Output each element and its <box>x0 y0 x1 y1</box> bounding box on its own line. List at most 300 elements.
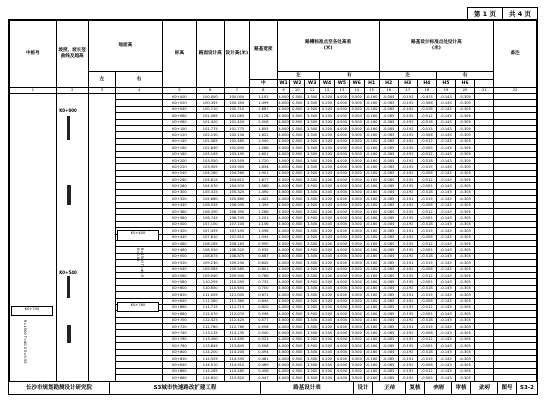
table-cell: -0.160 <box>365 139 378 144</box>
table-cell: 4.000 <box>334 183 349 189</box>
table-cell: 3.500 <box>305 138 320 144</box>
table-cell: 107.100 <box>196 221 224 227</box>
header-w-2: W2 <box>290 80 305 88</box>
table-cell: -0.145 <box>436 368 455 374</box>
header-width: 路基宽度 <box>250 21 278 80</box>
table-cell: -0.305 <box>456 298 475 304</box>
table-cell: K0+220 <box>162 164 196 170</box>
table-cell: 4.000 <box>334 311 349 317</box>
table-cell: 0.200 <box>320 183 335 189</box>
column-number: 21 <box>475 88 494 94</box>
table-cell: 0.558 <box>250 324 278 330</box>
table-cell: -0.192 <box>398 132 417 138</box>
table-cell: -0.160 <box>365 350 378 355</box>
table-cell: -0.305 <box>456 202 475 208</box>
table-cell: 1.192 <box>250 94 278 100</box>
title-block <box>8 382 538 395</box>
column-number: 1 <box>10 88 57 94</box>
table-cell: -0.085 <box>379 183 398 189</box>
table-cell: K0+380 <box>162 215 196 221</box>
audit-signature: 张明 <box>470 382 497 394</box>
table-cell: -0.192 <box>398 272 417 278</box>
table-cell: 0.732 <box>250 279 278 285</box>
table-cell: -0.160 <box>365 260 378 265</box>
table-cell: K0+300 <box>162 189 196 195</box>
table-cell: 4.000 <box>334 189 349 195</box>
figure-number: S3-2 <box>516 382 537 394</box>
table-cell: 0.481 <box>250 356 278 362</box>
table-cell: 106.390 <box>196 209 224 215</box>
table-cell: -0.192 <box>398 196 417 202</box>
table-cell: 105.680 <box>224 196 249 202</box>
table-cell: 4.000 <box>334 324 349 330</box>
table-cell: 0.887 <box>250 253 278 259</box>
table-cell: -0.192 <box>398 240 417 246</box>
table-cell: -0.192 <box>398 138 417 144</box>
table-cell: 107.810 <box>224 234 249 240</box>
table-cell: -0.305 <box>456 260 475 266</box>
table-cell: -0.145 <box>436 272 455 278</box>
table-body <box>10 94 537 382</box>
table-cell: 108.875 <box>224 253 249 259</box>
table-cell: 0.500 <box>349 356 364 362</box>
table-cell: 112.070 <box>224 311 249 317</box>
table-cell: -0.145 <box>436 228 455 234</box>
curve-start-label: K0+000 <box>59 108 77 113</box>
table-cell: -0.085 <box>379 196 398 202</box>
table-cell: -0.518 <box>417 119 436 125</box>
table-cell: K0+060 <box>162 113 196 119</box>
table-cell: 104.615 <box>224 177 249 183</box>
table-cell: 111.360 <box>196 298 224 304</box>
table-cell: -0.160 <box>365 235 378 240</box>
table-cell: -0.192 <box>398 221 417 227</box>
table-cell: 115.620 <box>196 375 224 381</box>
total-pages-label: 共 4 页 <box>502 8 537 20</box>
table-cell: 107.455 <box>196 228 224 234</box>
table-cell: -0.305 <box>456 106 475 112</box>
table-cell: -0.145 <box>436 343 455 349</box>
table-cell: 115.265 <box>224 368 249 374</box>
table-cell: 4.000 <box>334 362 349 368</box>
table-cell: 113.845 <box>196 343 224 349</box>
table-cell: -0.512 <box>417 368 436 374</box>
table-cell: 4.000 <box>278 337 289 342</box>
table-cell: 0.500 <box>349 183 364 189</box>
table-cell: -0.305 <box>456 279 475 285</box>
table-cell: -0.512 <box>417 151 436 157</box>
column-number: 17 <box>398 88 417 94</box>
table-cell: 4.000 <box>278 356 289 361</box>
table-cell: -0.305 <box>456 311 475 317</box>
table-cell: 0.500 <box>290 138 305 144</box>
table-cell: -0.192 <box>398 94 417 100</box>
table-cell: -0.305 <box>456 228 475 234</box>
table-cell: 3.500 <box>305 253 320 259</box>
table-cell: 0.500 <box>349 106 364 112</box>
table-cell: 113.490 <box>224 336 249 342</box>
table-cell: 3.500 <box>305 119 320 125</box>
table-cell: -0.305 <box>456 285 475 291</box>
table-cell: 3.500 <box>305 279 320 285</box>
table-cell: K0+100 <box>162 125 196 131</box>
header-design-elev: 设计高(米) <box>224 21 249 88</box>
table-cell: 4.000 <box>334 113 349 119</box>
table-cell: 102.130 <box>224 132 249 138</box>
table-cell: -0.518 <box>417 221 436 227</box>
table-cell: -0.145 <box>436 285 455 291</box>
table-cell: 0.500 <box>349 368 364 374</box>
table-cell: -0.085 <box>379 272 398 278</box>
table-cell: 0.200 <box>320 247 335 253</box>
table-cell: -0.145 <box>436 330 455 336</box>
table-cell: 0.500 <box>290 324 305 330</box>
table-cell: -0.145 <box>436 164 455 170</box>
table-cell: 0.469 <box>250 362 278 368</box>
table-cell: 0.200 <box>320 234 335 240</box>
table-cell: 1.499 <box>250 100 278 106</box>
table-cell: 4.000 <box>334 145 349 151</box>
table-cell: 4.000 <box>334 336 349 342</box>
table-cell: 0.200 <box>320 151 335 157</box>
header-w-5: W5 <box>334 80 349 88</box>
table-cell: -0.145 <box>436 349 455 355</box>
table-cell: 4.000 <box>278 190 289 195</box>
table-cell: -0.305 <box>456 215 475 221</box>
table-cell: -0.145 <box>436 234 455 240</box>
table-cell: 4.000 <box>334 260 349 266</box>
table-cell: K0+700 <box>162 317 196 323</box>
table-cell: -0.305 <box>456 272 475 278</box>
table-cell: -0.160 <box>365 190 378 195</box>
table-cell: -0.160 <box>365 107 378 112</box>
table-cell: 4.000 <box>278 241 289 246</box>
table-cell: 4.000 <box>278 331 289 336</box>
table-cell: -0.145 <box>436 125 455 131</box>
table-cell: 3.500 <box>305 362 320 368</box>
audit-label: 审核 <box>451 382 470 394</box>
table-cell: 0.577 <box>250 317 278 323</box>
table-cell: 106.745 <box>224 215 249 221</box>
table-cell: -0.145 <box>436 221 455 227</box>
table-cell: 0.200 <box>320 317 335 323</box>
table-cell: -0.506 <box>417 100 436 106</box>
table-cell: 111.715 <box>196 304 224 310</box>
table-cell: 1.402 <box>250 196 278 202</box>
table-cell: -0.145 <box>436 240 455 246</box>
table-cell: 102.485 <box>224 138 249 144</box>
table-cell: -0.512 <box>417 304 436 310</box>
table-cell: 3.500 <box>305 100 320 106</box>
table-cell: 101.065 <box>196 113 224 119</box>
table-cell: -0.515 <box>417 324 436 330</box>
table-cell: -0.160 <box>365 311 378 316</box>
table-cell: -0.192 <box>398 228 417 234</box>
table-cell: 103.905 <box>224 164 249 170</box>
table-cell: -0.192 <box>398 119 417 125</box>
table-cell: -0.160 <box>365 241 378 246</box>
table-cell: -0.192 <box>398 215 417 221</box>
table-cell: -0.085 <box>379 240 398 246</box>
header-remark: 备注 <box>494 21 537 88</box>
table-cell: 3.500 <box>305 157 320 163</box>
table-cell: -0.518 <box>417 349 436 355</box>
table-cell: -0.085 <box>379 311 398 317</box>
table-cell: 0.500 <box>290 145 305 151</box>
table-cell: -0.192 <box>398 247 417 253</box>
table-cell: -0.145 <box>436 106 455 112</box>
table-cell: 0.801 <box>250 266 278 272</box>
table-cell: -0.145 <box>436 177 455 183</box>
table-cell: 0.500 <box>290 240 305 246</box>
table-cell: 3.500 <box>305 209 320 215</box>
table-cell: 111.005 <box>224 292 249 298</box>
header-ground-right: 右 <box>116 72 163 88</box>
table-cell: -0.192 <box>398 151 417 157</box>
table-cell: 0.200 <box>320 189 335 195</box>
column-number: 9 <box>277 88 290 94</box>
table-cell: -0.085 <box>379 177 398 183</box>
table-cell: 110.650 <box>224 285 249 291</box>
table-cell: 4.000 <box>334 368 349 374</box>
table-cell: 103.550 <box>196 157 224 163</box>
table-cell: -0.192 <box>398 209 417 215</box>
header-height-right: 右 <box>436 72 493 80</box>
table-cell: -0.506 <box>417 362 436 368</box>
table-cell: 0.200 <box>320 202 335 208</box>
table-cell: 0.200 <box>320 356 335 362</box>
table-cell: 4.000 <box>278 235 289 240</box>
table-cell: 103.905 <box>196 164 224 170</box>
table-cell: 3.500 <box>305 311 320 317</box>
header-h-2: H2 <box>379 80 398 88</box>
table-cell: 4.000 <box>334 349 349 355</box>
table-cell: 0.200 <box>320 272 335 278</box>
roadbed-design-table <box>9 20 537 382</box>
table-cell: -0.085 <box>379 292 398 298</box>
table-cell: 0.500 <box>349 260 364 266</box>
table-cell: 0.500 <box>290 343 305 349</box>
table-cell: 4.000 <box>334 215 349 221</box>
table-cell: 0.508 <box>250 343 278 349</box>
table-cell: 0.200 <box>320 324 335 330</box>
table-cell: -0.145 <box>436 196 455 202</box>
table-cell: -0.160 <box>365 113 378 118</box>
table-cell: K0+820 <box>162 356 196 362</box>
table-cell: -0.305 <box>456 209 475 215</box>
table-cell: 3.500 <box>305 368 320 374</box>
table-cell: 4.000 <box>278 350 289 355</box>
table-cell: 0.500 <box>290 260 305 266</box>
table-cell: -0.192 <box>398 362 417 368</box>
table-cell: 4.000 <box>278 324 289 329</box>
table-cell: 112.425 <box>196 317 224 323</box>
header-h-6: H6 <box>456 80 475 88</box>
design-label: 设计 <box>353 382 372 394</box>
table-cell: K0+620 <box>162 292 196 298</box>
table-cell: 0.700 <box>250 285 278 291</box>
table-cell: 0.990 <box>250 240 278 246</box>
header-elev: 标高 <box>162 21 196 88</box>
table-cell: -0.160 <box>365 184 378 189</box>
table-cell: 0.500 <box>290 375 305 381</box>
table-cell: K0+000 <box>162 94 196 100</box>
table-cell: K0+880 <box>162 375 196 381</box>
table-cell: -0.160 <box>365 273 378 278</box>
table-cell: 0.200 <box>320 285 335 291</box>
table-cell: -0.145 <box>436 304 455 310</box>
table-cell: 4.000 <box>278 203 289 208</box>
table-cell: 4.000 <box>278 164 289 169</box>
table-cell: -0.145 <box>436 317 455 323</box>
header-diff: 路槽标准点至各处高差 (米) <box>277 21 379 72</box>
table-cell: 4.000 <box>334 279 349 285</box>
table-cell: -0.085 <box>379 324 398 330</box>
table-cell: 4.000 <box>334 298 349 304</box>
table-cell: K0+860 <box>162 368 196 374</box>
table-cell: -0.160 <box>365 292 378 297</box>
table-cell: -0.145 <box>436 157 455 163</box>
table-cell: 4.000 <box>334 247 349 253</box>
table-cell: -0.192 <box>398 189 417 195</box>
table-cell: 3.500 <box>305 170 320 176</box>
table-cell: -0.160 <box>365 337 378 342</box>
table-cell: -0.085 <box>379 113 398 119</box>
table-cell: -0.518 <box>417 157 436 163</box>
table-cell: 3.500 <box>305 317 320 323</box>
table-cell: 1.720 <box>250 157 278 163</box>
table-cell: 0.200 <box>320 138 335 144</box>
table-cell: 1.098 <box>250 228 278 234</box>
table-cell: 0.200 <box>320 330 335 336</box>
table-cell: -0.515 <box>417 125 436 131</box>
table-cell: 0.200 <box>320 209 335 215</box>
table-cell: 3.500 <box>305 177 320 183</box>
table-cell: 1.887 <box>250 106 278 112</box>
table-cell: 3.500 <box>305 189 320 195</box>
table-cell: K0+240 <box>162 170 196 176</box>
table-cell: 111.005 <box>196 292 224 298</box>
table-cell: -0.160 <box>365 145 378 150</box>
column-number: 15 <box>364 88 379 94</box>
table-cell: -0.305 <box>456 189 475 195</box>
table-cell: 4.000 <box>334 177 349 183</box>
table-cell: -0.505 <box>417 215 436 221</box>
table-cell: -0.305 <box>456 196 475 202</box>
table-cell: 0.200 <box>320 125 335 131</box>
table-cell: -0.145 <box>436 209 455 215</box>
table-cell: -0.145 <box>436 356 455 362</box>
table-cell: 0.500 <box>349 145 364 151</box>
table-cell: 100.355 <box>224 100 249 106</box>
table-cell: 0.500 <box>349 285 364 291</box>
table-cell: -0.085 <box>379 94 398 100</box>
table-cell: 0.200 <box>320 260 335 266</box>
table-cell: -0.305 <box>456 234 475 240</box>
table-cell: 0.500 <box>349 119 364 125</box>
table-cell: 4.000 <box>334 356 349 362</box>
table-cell: K0+140 <box>162 138 196 144</box>
table-cell: -0.160 <box>365 318 378 323</box>
table-cell: 3.500 <box>305 298 320 304</box>
table-cell: 4.000 <box>278 184 289 189</box>
table-cell: -0.505 <box>417 279 436 285</box>
project-name: S3城市快速路改扩建工程 <box>109 382 260 394</box>
table-cell: 0.500 <box>349 375 364 381</box>
table-cell: 0.500 <box>290 215 305 221</box>
table-cell: -0.305 <box>456 145 475 151</box>
table-cell: 0.500 <box>290 349 305 355</box>
header-h-5: H5 <box>436 80 455 88</box>
header-curve: 坡度、坡长竖曲线及超高 <box>56 21 88 88</box>
table-cell: 4.000 <box>334 375 349 381</box>
table-cell: K0+800 <box>162 349 196 355</box>
table-cell: 0.500 <box>349 228 364 234</box>
table-cell: 1.288 <box>250 209 278 215</box>
table-cell: 0.842 <box>250 260 278 266</box>
table-cell: 0.500 <box>290 292 305 298</box>
table-cell: -0.160 <box>365 126 378 131</box>
segment-note-text: R=1500 T=40.5 E=0.55 <box>136 248 144 278</box>
table-cell: K0+460 <box>162 240 196 246</box>
header-ground: 地面高 <box>88 21 162 72</box>
table-cell: 0.500 <box>349 240 364 246</box>
table-cell: 3.500 <box>305 324 320 330</box>
table-cell: -0.085 <box>379 356 398 362</box>
curve-mid-label: K0+540 <box>59 270 77 275</box>
header-station: 中桩号 <box>10 21 57 88</box>
column-number: 11 <box>305 88 320 94</box>
table-cell: 3.500 <box>305 343 320 349</box>
drawing-title: 路基设计表 <box>260 382 353 394</box>
table-cell: 112.070 <box>196 311 224 317</box>
table-cell: 3.500 <box>305 260 320 266</box>
table-cell: 0.500 <box>290 285 305 291</box>
table-cell: -0.192 <box>398 298 417 304</box>
table-cell: 2.126 <box>250 113 278 119</box>
table-cell: -0.085 <box>379 119 398 125</box>
header-ground-left: 左 <box>88 72 116 88</box>
table-cell: -0.518 <box>417 253 436 259</box>
table-cell: -0.305 <box>456 151 475 157</box>
table-cell: 1.855 <box>250 125 278 131</box>
table-cell: 3.500 <box>305 375 320 381</box>
column-number: 13 <box>334 88 349 94</box>
table-cell: 100.000 <box>196 94 224 100</box>
table-frame <box>8 19 538 382</box>
table-cell: 0.598 <box>250 311 278 317</box>
table-cell: 0.200 <box>320 349 335 355</box>
table-cell: -0.160 <box>365 363 378 367</box>
table-cell: -0.145 <box>436 375 455 381</box>
table-cell: 4.000 <box>278 152 289 157</box>
table-cell: -0.160 <box>365 324 378 329</box>
table-cell: -0.192 <box>398 285 417 291</box>
table-cell: -0.305 <box>456 330 475 336</box>
table-cell: 3.500 <box>305 202 320 208</box>
table-cell: 4.000 <box>334 234 349 240</box>
table-row <box>10 375 537 381</box>
table-cell: 0.500 <box>290 125 305 131</box>
table-cell: -0.518 <box>417 285 436 291</box>
table-cell: 111.715 <box>224 304 249 310</box>
table-cell: -0.160 <box>365 299 378 304</box>
table-cell: 100.710 <box>224 106 249 112</box>
table-cell: 104.970 <box>224 183 249 189</box>
table-cell: 4.000 <box>334 272 349 278</box>
table-cell: 1.044 <box>250 234 278 240</box>
table-cell: 0.200 <box>320 375 335 381</box>
